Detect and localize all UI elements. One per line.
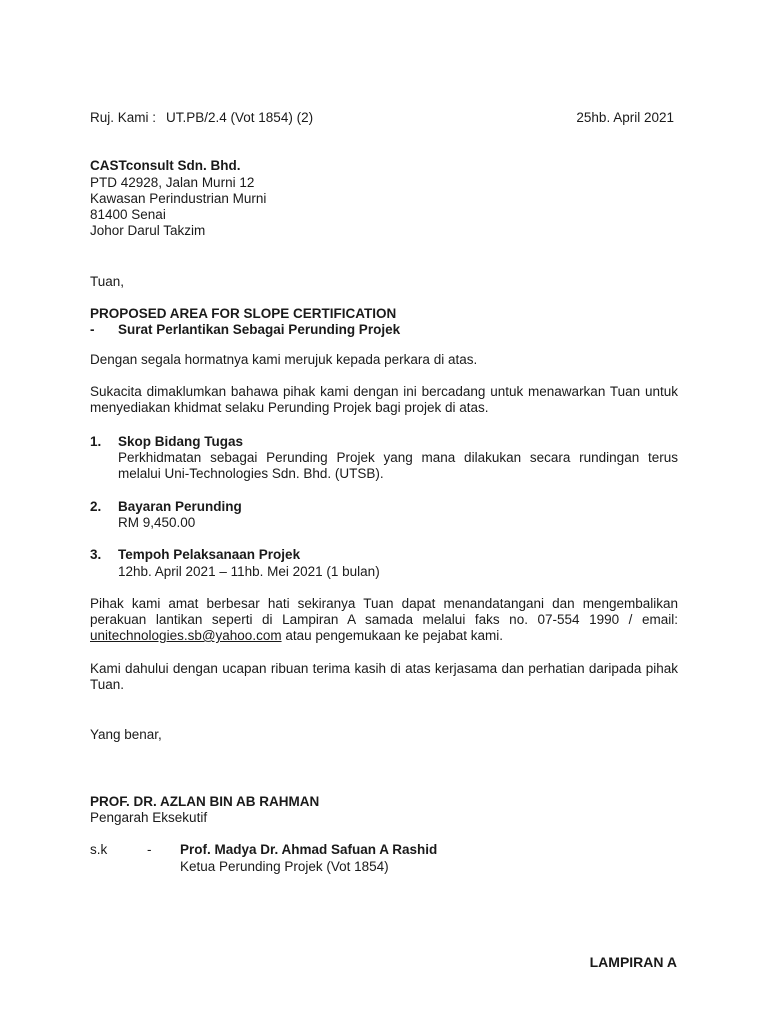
request-text: Pihak kami amat berbesar hati sekiranya Tuan dapat menandatangani dan mengembalikan perakuan lantikan seperti di Lampiran A samada melalui faks no. 07-554 1990 / email:: [90, 596, 678, 627]
item-number: 3.: [90, 547, 102, 562]
signatory-name: PROF. DR. AZLAN BIN AB RAHMAN: [90, 794, 320, 809]
thanks-paragraph: Kami dahului dengan ucapan ribuan terima kasih di atas kerjasama dan perhatian daripada pihak Tuan.: [90, 661, 678, 692]
signatory-title: Pengarah Eksekutif: [90, 810, 208, 825]
item-number: 2.: [90, 499, 102, 514]
ref-label: Ruj. Kami :: [90, 110, 157, 125]
item-heading: Tempoh Pelaksanaan Projek: [118, 547, 301, 562]
subject-dash: -: [90, 322, 95, 337]
letter-date: 25hb. April 2021: [576, 110, 674, 125]
item-number: 1.: [90, 434, 102, 449]
cc-dash: -: [147, 842, 152, 857]
email-link[interactable]: unitechnologies.sb@yahoo.com: [90, 628, 282, 643]
appendix-label: LAMPIRAN A: [589, 954, 677, 970]
subject-subtitle: Surat Perlantikan Sebagai Perunding Projek: [118, 322, 401, 337]
cc-name: Prof. Madya Dr. Ahmad Safuan A Rashid: [180, 842, 438, 857]
recipient-address-line: 81400 Senai: [90, 207, 166, 222]
offer-paragraph: Sukacita dimaklumkan bahawa pihak kami dengan ini bercadang untuk menawarkan Tuan untuk menyediakan khidmat selaku Perunding Projek bagi projek di atas.: [90, 384, 678, 415]
recipient-address-line: Kawasan Perindustrian Murni: [90, 191, 267, 206]
item-heading: Bayaran Perunding: [118, 499, 242, 514]
item-body: Perkhidmatan sebagai Perunding Projek yang mana dilakukan secara rundingan terus melalui Uni-Technologies Sdn. Bhd. (UTSB).: [118, 450, 678, 481]
cc-title: Ketua Perunding Projek (Vot 1854): [180, 859, 389, 874]
request-paragraph: [90, 596, 678, 644]
recipient-address-line: Johor Darul Takzim: [90, 223, 206, 238]
recipient-company: CASTconsult Sdn. Bhd.: [90, 158, 241, 173]
recipient-address-line: PTD 42928, Jalan Murni 12: [90, 175, 255, 190]
item-body: 12hb. April 2021 – 11hb. Mei 2021 (1 bulan): [118, 564, 380, 579]
item-body: RM 9,450.00: [118, 515, 196, 530]
cc-label: s.k: [90, 842, 108, 857]
salutation: Tuan,: [90, 274, 125, 289]
item-heading: Skop Bidang Tugas: [118, 434, 244, 449]
ref-number: UT.PB/2.4 (Vot 1854) (2): [166, 110, 314, 125]
intro-paragraph: Dengan segala hormatnya kami merujuk kepada perkara di atas.: [90, 352, 478, 367]
request-text-end: atau pengemukaan ke pejabat kami.: [281, 628, 503, 643]
subject-title: PROPOSED AREA FOR SLOPE CERTIFICATION: [90, 306, 397, 321]
closing: Yang benar,: [90, 727, 162, 742]
